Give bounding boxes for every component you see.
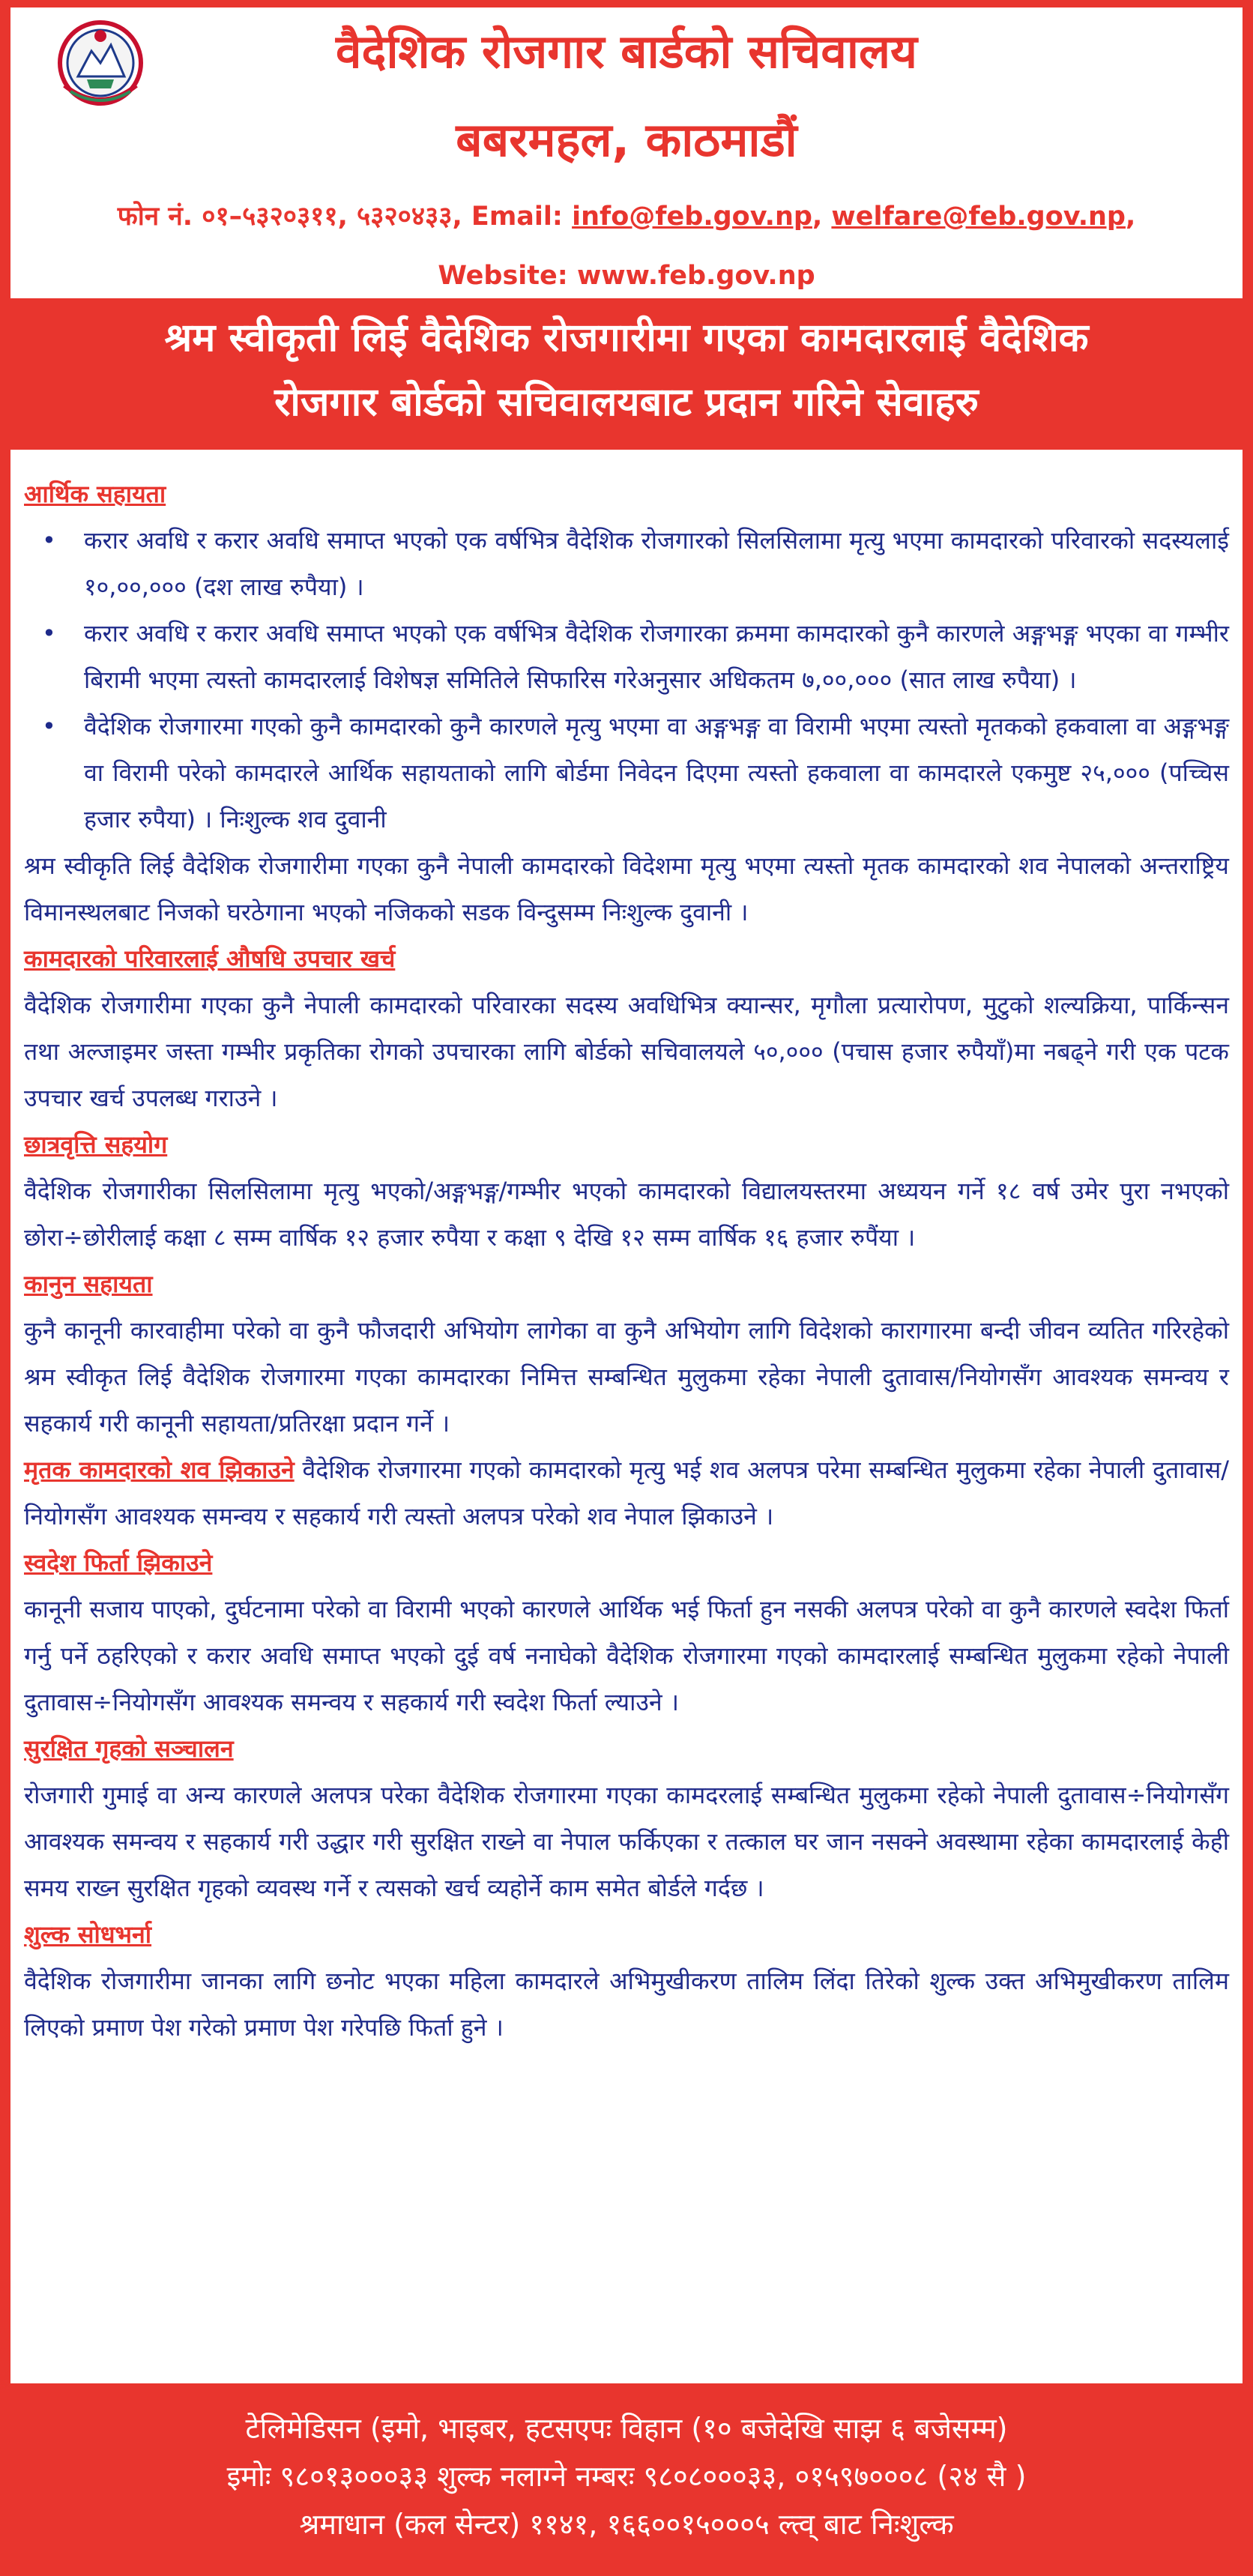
shelter-paragraph: रोजगारी गुमाई वा अन्य कारणले अलपत्र परेका वैदेशिक रोजगारमा गएका कामदरलाई सम्बन्धित मुलुकमा रहेको नेपाली दुतावास÷नियोगसँग आवश्यक समन्वय र सहकार्य गरी उद्धार गरी सुरक्षित राख्ने वा नेपाल फर्किएका र तत्काल घर जान नसक्ने अवस्थामा रहेका कामदारलाई केही समय राख्न सुरक्षित गृहको व्यवस्थ गर्ने र त्यसको खर्च व्यहोर्ने काम समेत बोर्डले गर्दछ । <box>24 1781 1229 1902</box>
office-title: वैदेशिक रोजगार बार्डको सचिवालय <box>336 24 917 79</box>
section-title-financial: आर्थिक सहायता <box>24 480 166 508</box>
phone-text: फोन नं. ०१–५३२०३११, ५३२०४३३, Email: <box>117 202 573 232</box>
financial-bullet-text: करार अवधि र करार अवधि समाप्त भएको एक वर्षभित्र वैदेशिक रोजगारको सिलसिलामा मृत्यु भएमा कामदारको परिवारको सदस्यलाई १०,००,००० (दश लाख रुपैया) । <box>84 526 1229 601</box>
scholarship-paragraph: वैदेशिक रोजगारीका सिलसिलामा मृत्यु भएको/अङ्गभङ्ग/गम्भीर भएको कामदारको विद्यालयस्तरमा अध्ययन गर्ने १८ वर्ष उमेर पुरा नभएको छोरा÷छोरीलाई कक्षा ८ सम्म वार्षिक १२ हजार रुपैया र कक्षा ९ देखि १२ सम्म वार्षिक १६ हजार रुपैंया । <box>24 1177 1229 1252</box>
email-separator: , <box>812 202 832 232</box>
section-title-shelter: सुरक्षित गृहको सञ्चालन <box>24 1734 234 1763</box>
footer-call-center: श्रमाधान (कल सेन्टर) ११४१, १६६००१५०००५ ल्त्व् बाट निःशुल्क <box>299 2508 954 2541</box>
section-title-return: स्वदेश फिर्ता झिकाउने <box>24 1548 213 1577</box>
header-panel <box>10 7 1243 298</box>
services-content <box>10 450 1243 2383</box>
financial-bullet-list <box>24 517 1229 842</box>
contact-footer <box>0 2395 1253 2576</box>
list-item <box>24 703 1229 842</box>
footer-imo-numbers: इमोः ९८०१३०००३३ शुल्क नलाग्ने नम्बरः ९८०८०००३३, ०१५९७०००८ (२४ सै ) <box>226 2460 1027 2493</box>
email-link-info[interactable]: info@feb.gov.np <box>572 202 812 232</box>
section-title-repatriation: मृतक कामदारको शव झिकाउने <box>24 1456 295 1484</box>
financial-bullet-text: करार अवधि र करार अवधि समाप्त भएको एक वर्षभित्र वैदेशिक रोजगारका क्रममा कामदारको कुनै कारणले अङ्गभङ्ग भएका वा गम्भीर बिरामी भएमा त्यस्तो कामदारलाई विशेषज्ञ समितिले सिफारिस गरेअनुसार अधिकतम ७,००,००० (सात लाख रुपैया) । <box>84 619 1229 694</box>
section-title-legal: कानुन सहायता <box>24 1270 153 1298</box>
list-item <box>24 517 1229 610</box>
transport-paragraph: श्रम स्वीकृति लिई वैदेशिक रोजगारीमा गएका कुनै नेपाली कामदारको विदेशमा मृत्यु भएमा त्यस्तो मृतक कामदारको शव नेपालको अन्तराष्ट्रिय विमानस्थलबाट निजको घरठेगाना भएको नजिकको सडक विन्दुसम्म निःशुल्क दुवानी । <box>24 851 1229 926</box>
email-suffix: , <box>1125 202 1136 232</box>
footer-telemedicine: टेलिमेडिसन (इमो, भाइबर, हटसएपः विहान (१० बजेदेखि साझ ६ बजेसम्म) <box>245 2412 1008 2445</box>
bullet-icon: • <box>42 619 56 648</box>
section-title-scholarship: छात्रवृत्ति सहयोग <box>24 1130 168 1159</box>
refund-paragraph: वैदेशिक रोजगारीमा जानका लागि छनोट भएका महिला कामदारले अभिमुखीकरण तालिम लिंदा तिरेको शुल्क उक्त अभिमुखीकरण तालिम लिएको प्रमाण पेश गरेको प्रमाण पेश गरेपछि फिर्ता हुने । <box>24 1967 1229 2042</box>
legal-paragraph: कुनै कानूनी कारवाहीमा परेको वा कुनै फौजदारी अभियोग लागेका वा कुनै अभियोग लागि विदेशको कारागारमा बन्दी जीवन व्यतित गरिरहेको श्रम स्वीकृत लिई वैदेशिक रोजगारमा गएका कामदारका निमित्त सम्बन्धित मुलुकमा रहेका नेपाली दुतावास/नियोगसँग आवश्यक समन्वय र सहकार्य गरी कानूनी सहायता/प्रतिरक्षा प्रदान गर्ने । <box>24 1316 1229 1438</box>
list-item <box>24 610 1229 703</box>
office-location: बबरमहल, काठमाडौं <box>456 112 797 167</box>
repatriation-paragraph <box>24 1447 1229 1539</box>
repatriation-text: वैदेशिक रोजगारमा गएको कामदारको मृत्यु भई शव अलपत्र परेमा सम्बन्धित मुलुकमा रहेका नेपाली दुतावास/नियोगसँग आवश्यक समन्वय र सहकार्य गरी त्यस्तो अलपत्र परेको शव नेपाल झिकाउने । <box>24 1456 1229 1530</box>
medical-paragraph: वैदेशिक रोजगारीमा गएका कुनै नेपाली कामदारको परिवारका सदस्य अवधिभित्र क्यान्सर, मृगौला प्रत्यारोपण, मुटुको शल्यक्रिया, पार्किन्सन तथा अल्जाइमर जस्ता गम्भीर प्रकृतिका रोगको उपचारका लागि बोर्डको सचिवालयले ५०,००० (पचास हजार रुपैयाँ)मा नबढ्ने गरी एक पटक उपचार खर्च उपलब्ध गराउने । <box>24 991 1229 1112</box>
services-banner <box>0 306 1253 441</box>
section-title-medical: कामदारको परिवारलाई औषधि उपचार खर्च <box>24 944 396 973</box>
bullet-icon: • <box>42 712 56 740</box>
email-link-welfare[interactable]: welfare@feb.gov.np <box>831 202 1126 232</box>
section-title-refund: शुल्क सोधभर्ना <box>24 1920 152 1949</box>
bullet-icon: • <box>42 526 56 555</box>
financial-bullet-text: वैदेशिक रोजगारमा गएको कुनै कामदारको कुनै कारणले मृत्यु भएमा वा अङ्गभङ्ग वा विरामी भएमा त्यस्तो मृतकको हकवाला वा अङ्गभङ्ग वा विरामी परेको कामदारले आर्थिक सहायताको लागि बोर्डमा निवेदन दिएमा त्यस्तो हकवाला वा कामदारले एकमुष्ट २५,००० (पच्चिस हजार रुपैया) । निःशुल्क शव दुवानी <box>84 712 1229 833</box>
website-text: Website: www.feb.gov.np <box>438 261 815 291</box>
return-paragraph: कानूनी सजाय पाएको, दुर्घटनामा परेको वा विरामी भएको कारणले आर्थिक भई फिर्ता हुन नसकी अलपत्र परेको वा कुनै कारणले स्वदेश फिर्ता गर्नु पर्ने ठहरिएको र करार अवधि समाप्त भएको दुई वर्ष ननाघेको वैदेशिक रोजगारमा गएको कामदारलाई सम्बन्धित मुलुकमा रहेको नेपाली दुतावास÷नियोगसँग आवश्यक समन्वय र सहकार्य गरी स्वदेश फिर्ता ल्याउने । <box>24 1595 1229 1716</box>
contact-line <box>10 201 1243 232</box>
banner-line-1: श्रम स्वीकृती लिई वैदेशिक रोजगारीमा गएका कामदारलाई वैदेशिक <box>164 316 1089 361</box>
banner-line-2: रोजगार बोर्डको सचिवालयबाट प्रदान गरिने सेवाहरु <box>274 380 979 425</box>
